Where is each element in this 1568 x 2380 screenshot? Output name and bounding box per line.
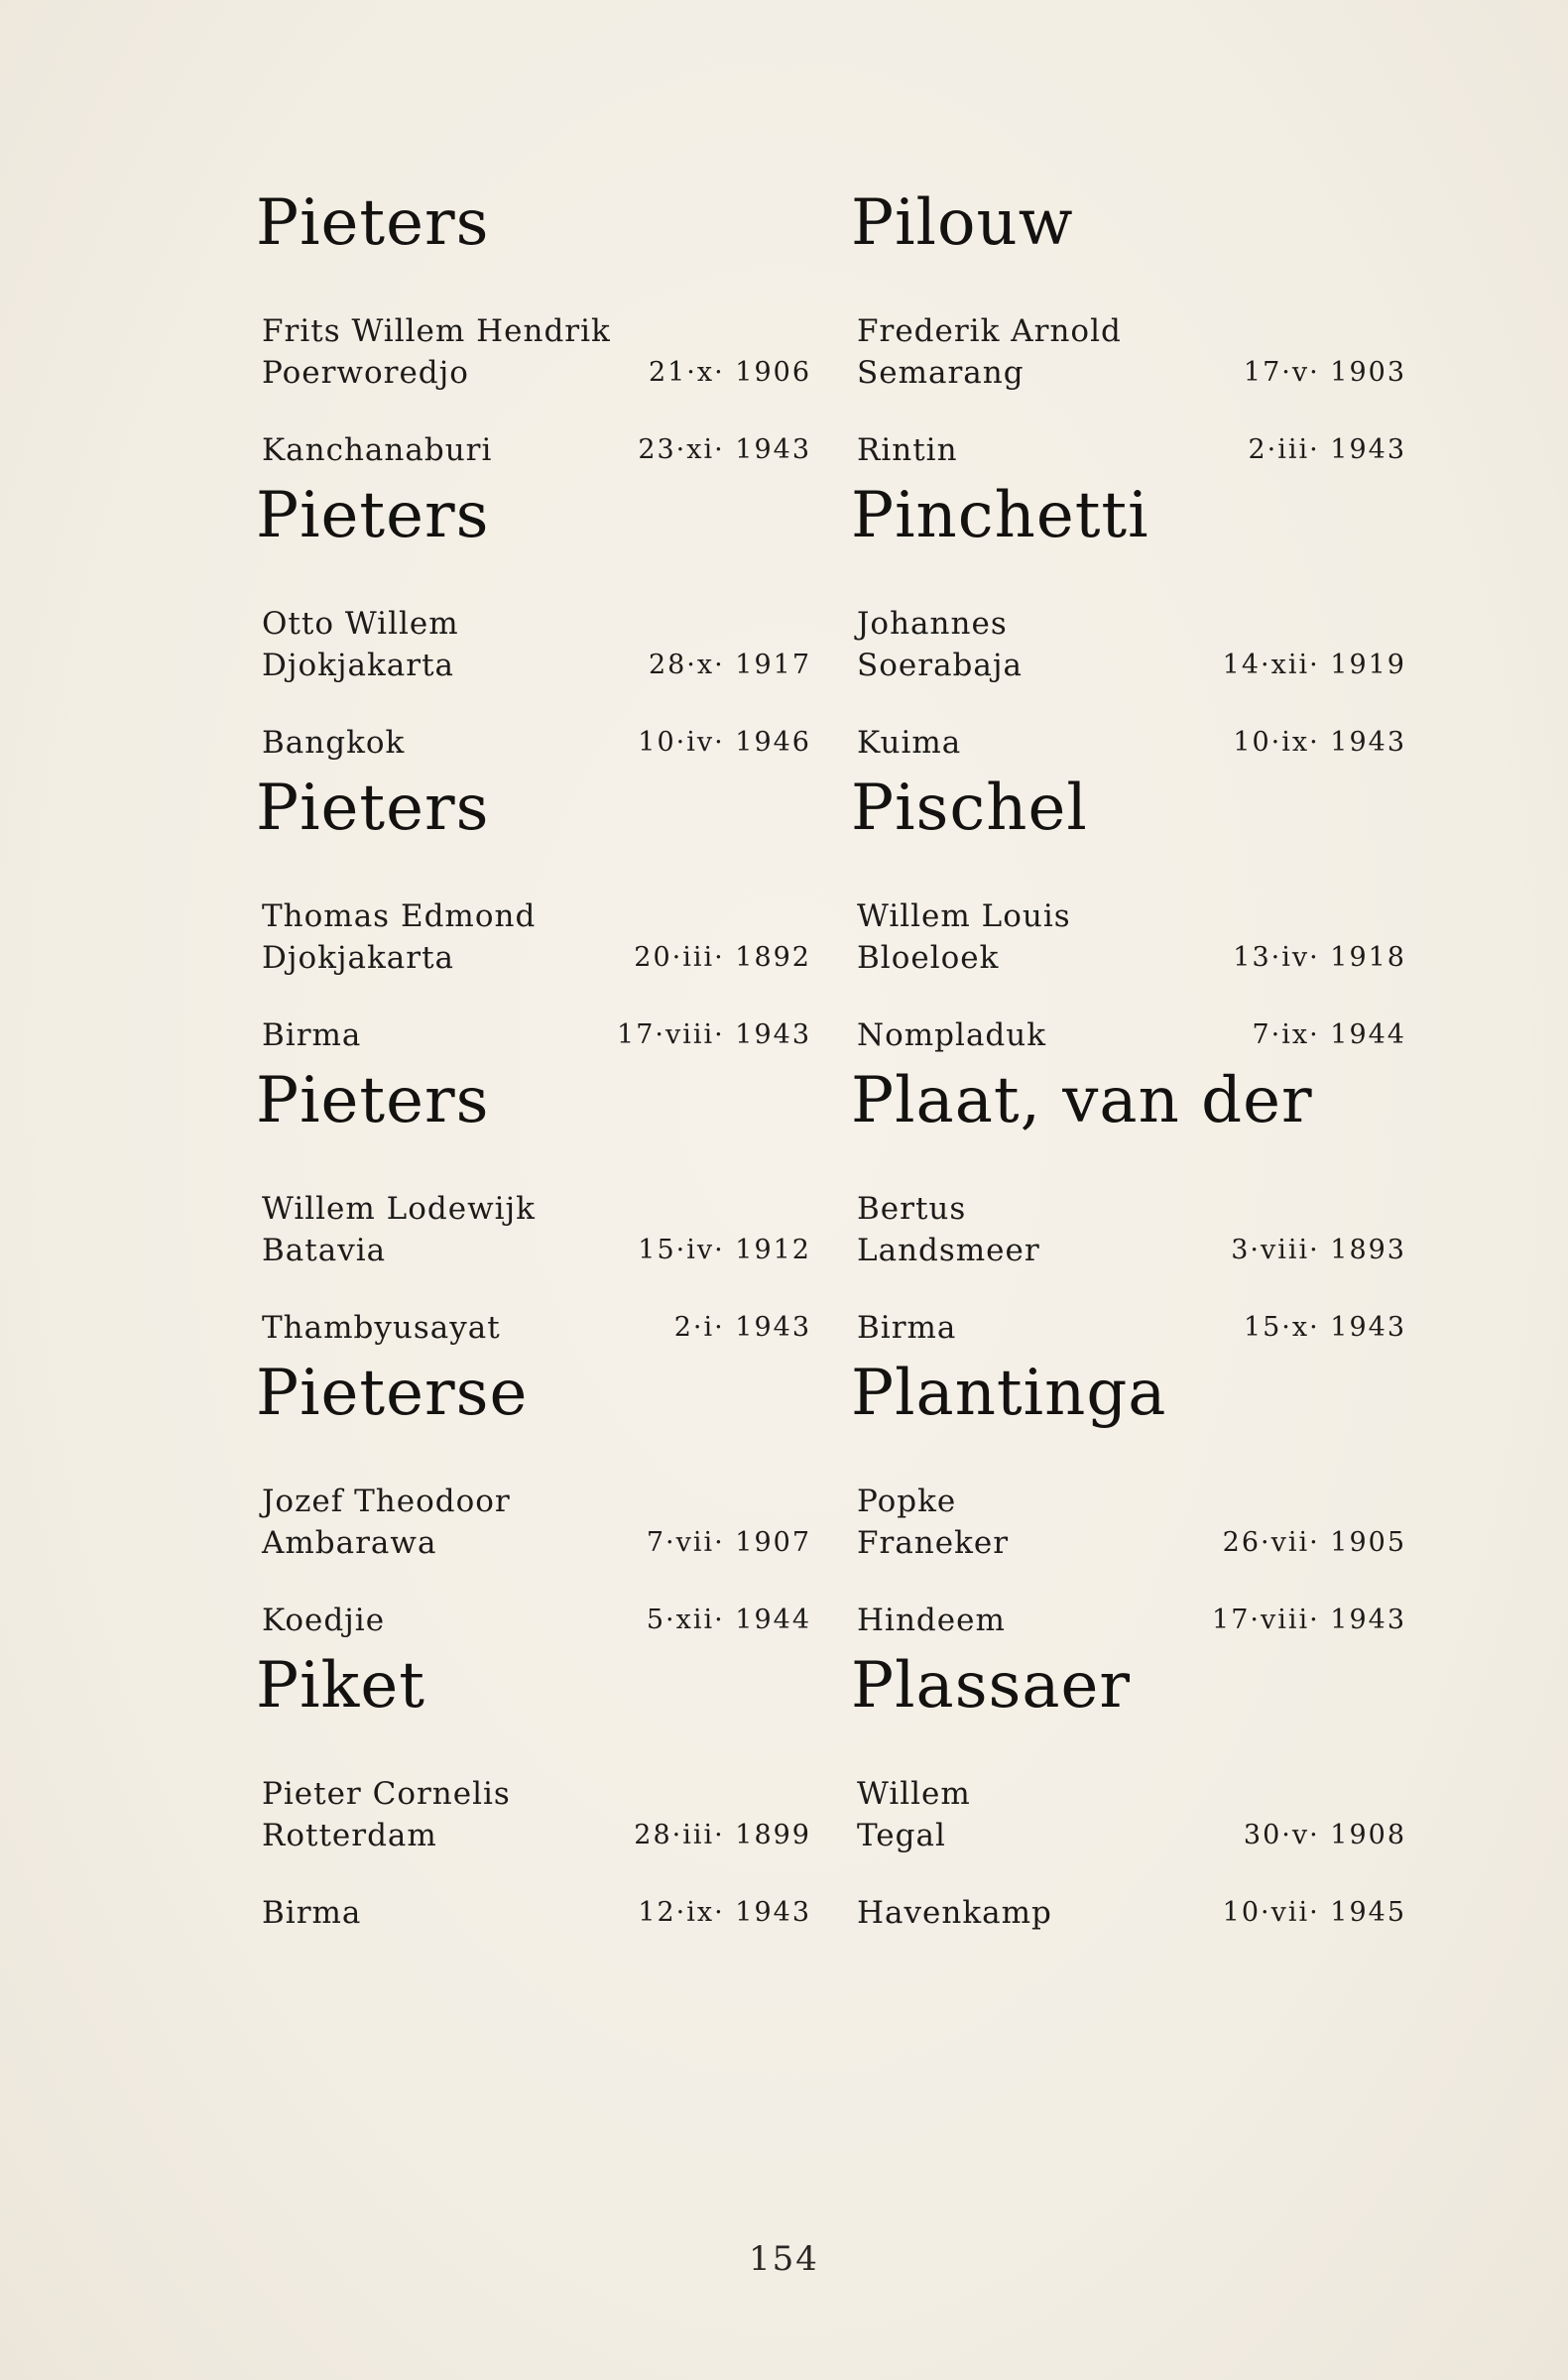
- birth-line: [857, 1522, 1406, 1564]
- death-line: [262, 722, 811, 764]
- surname: Pieters: [256, 479, 490, 552]
- birth-date: 14·xii· 1919: [1222, 650, 1406, 680]
- birth-line: [262, 352, 811, 394]
- death-line: [857, 1600, 1406, 1641]
- birth-place: Landsmeer: [857, 1233, 1040, 1268]
- death-place: Birma: [262, 1895, 362, 1931]
- name-entry: [851, 769, 1406, 1061]
- death-line: [857, 1307, 1406, 1349]
- birth-place: Semarang: [857, 355, 1025, 391]
- surname: Plaat, van der: [851, 1064, 1313, 1137]
- death-line: [262, 1307, 811, 1349]
- birth-date: 7·vii· 1907: [646, 1527, 811, 1558]
- given-names: Frits Willem Hendrik: [262, 313, 611, 349]
- birth-date: 17·v· 1903: [1243, 357, 1406, 388]
- death-place: Birma: [857, 1310, 957, 1346]
- birth-line: [262, 937, 811, 979]
- birth-date: 28·iii· 1899: [634, 1820, 811, 1850]
- birth-place: Rotterdam: [262, 1818, 437, 1853]
- name-entry: [851, 476, 1406, 769]
- death-date: 17·viii· 1943: [1212, 1605, 1406, 1635]
- death-date: 12·ix· 1943: [638, 1897, 811, 1928]
- birth-line: [857, 645, 1406, 686]
- birth-place: Franeker: [857, 1525, 1010, 1561]
- name-entry: [256, 1646, 811, 1939]
- death-place: Havenkamp: [857, 1895, 1052, 1931]
- death-date: 10·vii· 1945: [1222, 1897, 1406, 1928]
- right-column: [851, 183, 1406, 1939]
- given-names: Pieter Cornelis: [262, 1776, 511, 1812]
- surname: Pieters: [256, 1064, 490, 1137]
- death-line: [262, 1892, 811, 1934]
- death-place: Kuima: [857, 725, 962, 761]
- surname: Pieters: [256, 186, 490, 260]
- surname: Piket: [256, 1649, 425, 1723]
- death-place: Rintin: [857, 432, 958, 468]
- name-entry: [851, 1646, 1406, 1939]
- given-names: Johannes: [857, 606, 1008, 642]
- death-date: 10·ix· 1943: [1233, 727, 1406, 758]
- death-place: Hindeem: [857, 1603, 1006, 1638]
- birth-line: [857, 1230, 1406, 1271]
- birth-place: Poerworedjo: [262, 355, 469, 391]
- birth-date: 21·x· 1906: [648, 357, 811, 388]
- death-place: Kanchanaburi: [262, 432, 493, 468]
- birth-line: [262, 1230, 811, 1271]
- given-names: Popke: [857, 1484, 957, 1519]
- death-place: Thambyusayat: [262, 1310, 501, 1346]
- surname: Pilouw: [851, 186, 1074, 260]
- birth-date: 20·iii· 1892: [634, 942, 811, 973]
- birth-line: [262, 1522, 811, 1564]
- death-place: Koedjie: [262, 1603, 386, 1638]
- given-names: Willem: [857, 1776, 971, 1812]
- birth-place: Soerabaja: [857, 648, 1023, 683]
- given-names: Frederik Arnold: [857, 313, 1122, 349]
- birth-date: 3·viii· 1893: [1231, 1235, 1406, 1265]
- death-line: [857, 1892, 1406, 1934]
- birth-line: [857, 352, 1406, 394]
- death-place: Nompladuk: [857, 1017, 1047, 1053]
- name-entry: [256, 1061, 811, 1354]
- given-names: Otto Willem: [262, 606, 459, 642]
- surname: Plantinga: [851, 1357, 1167, 1430]
- birth-date: 30·v· 1908: [1243, 1820, 1406, 1850]
- death-date: 2·i· 1943: [673, 1312, 811, 1343]
- birth-place: Ambarawa: [262, 1525, 437, 1561]
- birth-place: Djokjakarta: [262, 940, 455, 976]
- birth-line: [857, 937, 1406, 979]
- given-names: Willem Louis: [857, 898, 1071, 934]
- death-date: 7·ix· 1944: [1252, 1019, 1406, 1050]
- birth-place: Batavia: [262, 1233, 387, 1268]
- surname: Pischel: [851, 772, 1088, 845]
- death-place: Birma: [262, 1017, 362, 1053]
- birth-place: Djokjakarta: [262, 648, 455, 683]
- death-date: 10·iv· 1946: [638, 727, 811, 758]
- death-line: [262, 1600, 811, 1641]
- birth-date: 13·iv· 1918: [1233, 942, 1406, 973]
- death-date: 15·x· 1943: [1243, 1312, 1406, 1343]
- death-line: [262, 429, 811, 471]
- surname: Pieters: [256, 772, 490, 845]
- death-date: 23·xi· 1943: [638, 434, 811, 465]
- birth-place: Bloeloek: [857, 940, 1000, 976]
- death-line: [857, 429, 1406, 471]
- birth-place: Tegal: [857, 1818, 946, 1853]
- left-column: [256, 183, 811, 1939]
- death-line: [262, 1014, 811, 1056]
- death-date: 5·xii· 1944: [646, 1605, 811, 1635]
- name-entry: [851, 1354, 1406, 1646]
- birth-date: 15·iv· 1912: [638, 1235, 811, 1265]
- surname: Plassaer: [851, 1649, 1131, 1723]
- death-date: 2·iii· 1943: [1248, 434, 1406, 465]
- death-place: Bangkok: [262, 725, 406, 761]
- birth-date: 26·vii· 1905: [1222, 1527, 1406, 1558]
- name-entry: [256, 1354, 811, 1646]
- death-date: 17·viii· 1943: [617, 1019, 811, 1050]
- page-number: 154: [749, 2239, 819, 2279]
- given-names: Willem Lodewijk: [262, 1191, 536, 1227]
- birth-line: [857, 1815, 1406, 1856]
- name-entry: [256, 476, 811, 769]
- name-entry: [256, 183, 811, 476]
- surname: Pinchetti: [851, 479, 1149, 552]
- birth-line: [262, 1815, 811, 1856]
- death-line: [857, 1014, 1406, 1056]
- given-names: Bertus: [857, 1191, 967, 1227]
- name-entry: [851, 1061, 1406, 1354]
- given-names: Jozef Theodoor: [262, 1484, 511, 1519]
- birth-line: [262, 645, 811, 686]
- death-line: [857, 722, 1406, 764]
- given-names: Thomas Edmond: [262, 898, 537, 934]
- name-entry: [851, 183, 1406, 476]
- name-entry: [256, 769, 811, 1061]
- surname: Pieterse: [256, 1357, 529, 1430]
- birth-date: 28·x· 1917: [648, 650, 811, 680]
